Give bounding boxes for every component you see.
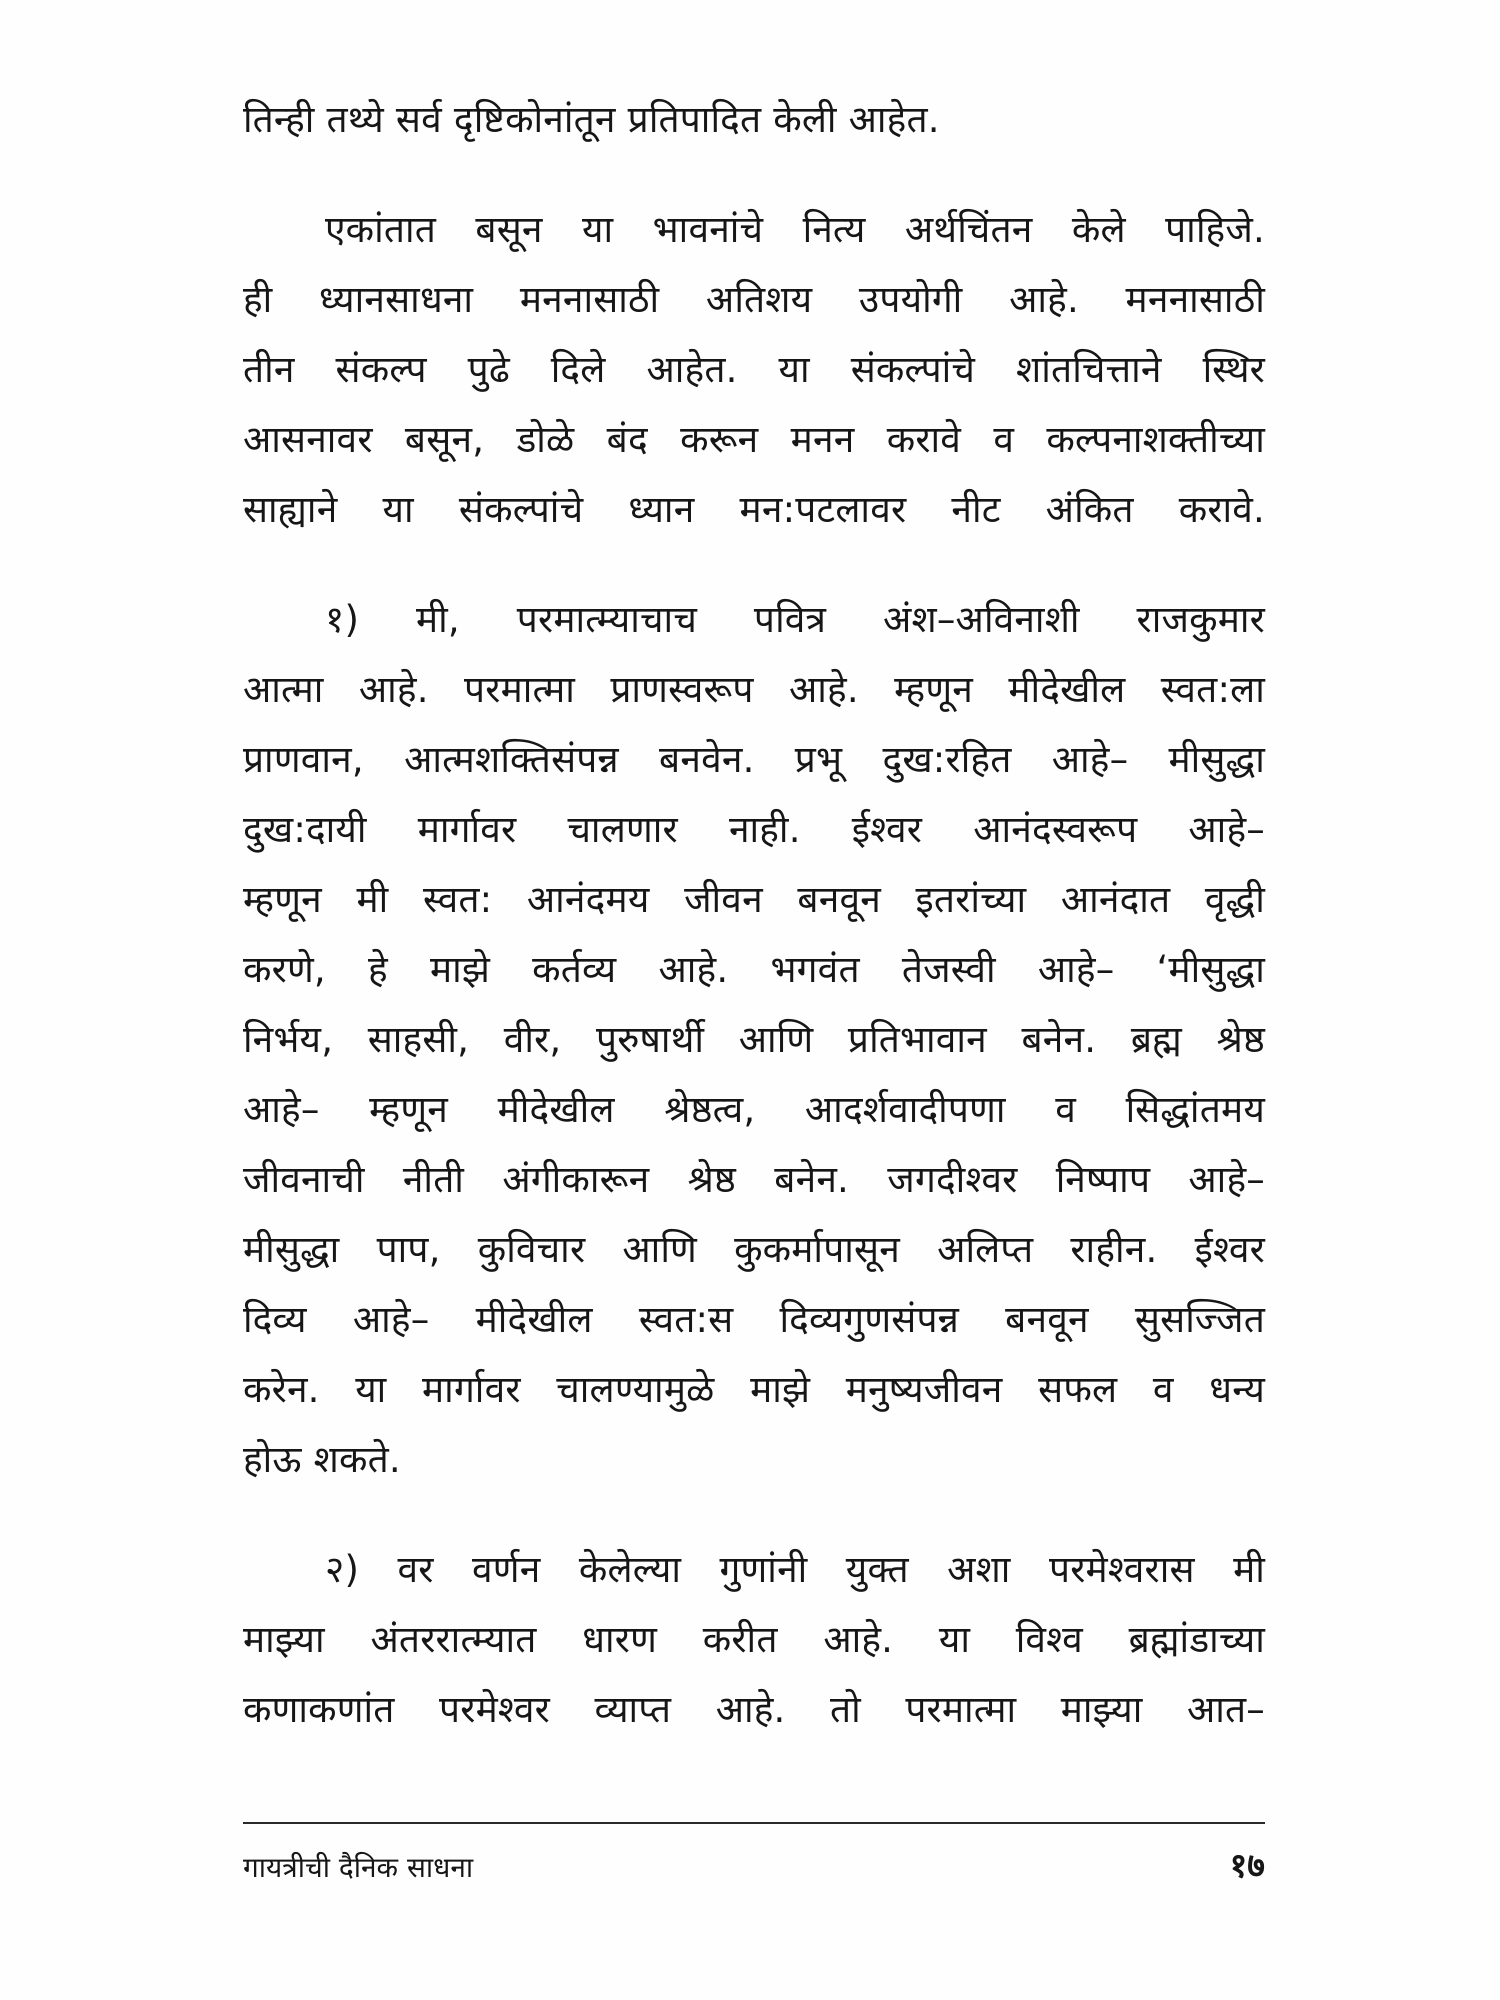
text-line: आत्मा आहे. परमात्मा प्राणस्वरूप आहे. म्हणून मीदेखील स्वत:ला bbox=[243, 668, 1265, 711]
footer-divider bbox=[243, 1822, 1265, 1824]
text-line: कणाकणांत परमेश्वर व्याप्त आहे. तो परमात्मा माझ्या आत– bbox=[243, 1688, 1265, 1731]
text-line: आहे– म्हणून मीदेखील श्रेष्ठत्व, आदर्शवादीपणा व सिद्धांतमय bbox=[243, 1088, 1265, 1131]
text-line: दुख:दायी मार्गावर चालणार नाही. ईश्वर आनंदस्वरूप आहे– bbox=[243, 808, 1265, 851]
text-line: दिव्य आहे– मीदेखील स्वत:स दिव्यगुणसंपन्न बनवून सुसज्जित bbox=[243, 1298, 1265, 1341]
footer-book-title: गायत्रीची दैनिक साधना bbox=[243, 1851, 474, 1884]
text-line: तीन संकल्प पुढे दिले आहेत. या संकल्पांचे शांतचित्ताने स्थिर bbox=[243, 348, 1265, 391]
text-line: मीसुद्धा पाप, कुविचार आणि कुकर्मापासून अलिप्त राहीन. ईश्वर bbox=[243, 1228, 1265, 1271]
text-line: २) वर वर्णन केलेल्या गुणांनी युक्त अशा परमेश्वरास मी bbox=[325, 1548, 1265, 1591]
text-line: करेन. या मार्गावर चालण्यामुळे माझे मनुष्यजीवन सफल व धन्य bbox=[243, 1368, 1265, 1411]
text-line: करणे, हे माझे कर्तव्य आहे. भगवंत तेजस्वी आहे– ‘मीसुद्धा bbox=[243, 948, 1265, 991]
page-number: १७ bbox=[1229, 1846, 1265, 1886]
text-line: माझ्या अंतररात्म्यात धारण करीत आहे. या विश्व ब्रह्मांडाच्या bbox=[243, 1618, 1265, 1661]
text-line: प्राणवान, आत्मशक्तिसंपन्न बनवेन. प्रभू दुख:रहित आहे– मीसुद्धा bbox=[243, 738, 1265, 781]
text-line: म्हणून मी स्वत: आनंदमय जीवन बनवून इतरांच्या आनंदात वृद्धी bbox=[243, 878, 1265, 921]
text-line: होऊ शकते. bbox=[243, 1438, 401, 1481]
text-line: १) मी, परमात्म्याचाच पवित्र अंश–अविनाशी राजकुमार bbox=[325, 598, 1265, 641]
text-line: तिन्ही तथ्ये सर्व दृष्टिकोनांतून प्रतिपादित केली आहेत. bbox=[243, 98, 940, 141]
text-line: आसनावर बसून, डोळे बंद करून मनन करावे व कल्पनाशक्तीच्या bbox=[243, 418, 1265, 461]
text-line: साह्याने या संकल्पांचे ध्यान मन:पटलावर नीट अंकित करावे. bbox=[243, 488, 1265, 531]
text-line: निर्भय, साहसी, वीर, पुरुषार्थी आणि प्रतिभावान बनेन. ब्रह्म श्रेष्ठ bbox=[243, 1018, 1265, 1061]
text-line: ही ध्यानसाधना मननासाठी अतिशय उपयोगी आहे. मननासाठी bbox=[243, 278, 1265, 321]
text-line: जीवनाची नीती अंगीकारून श्रेष्ठ बनेन. जगदीश्वर निष्पाप आहे– bbox=[243, 1158, 1265, 1201]
text-line: एकांतात बसून या भावनांचे नित्य अर्थचिंतन केले पाहिजे. bbox=[325, 208, 1265, 251]
